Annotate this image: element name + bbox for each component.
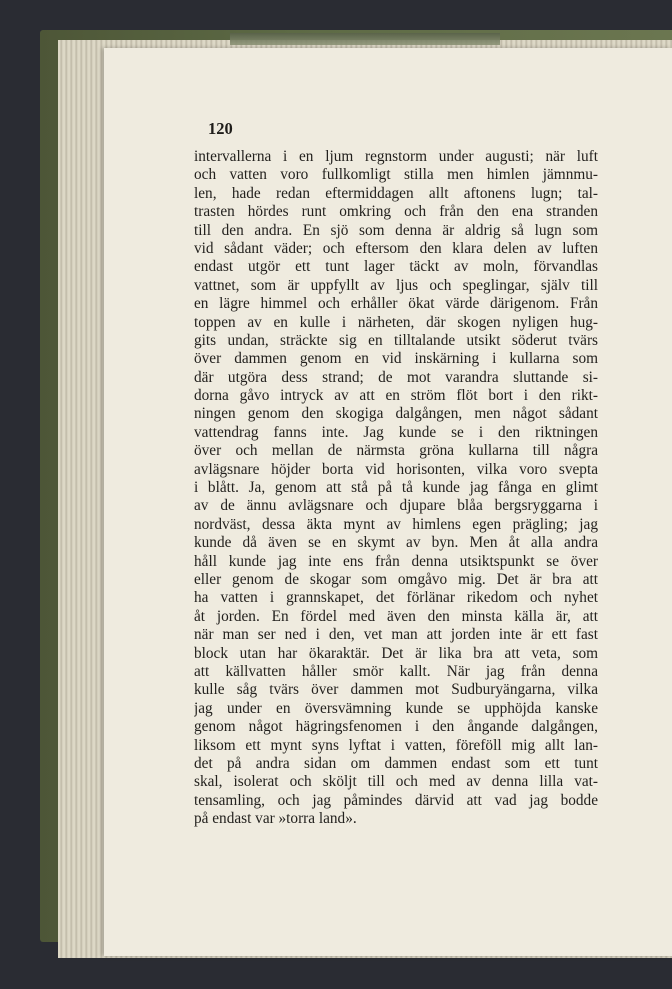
text-line: toppen av en kulle i närheten, där skogen nyligen hug- bbox=[194, 313, 598, 331]
text-line: vid sådant väder; och eftersom den klara delen av luften bbox=[194, 239, 598, 257]
text-line: där utgöra dess strand; de mot varandra sluttande si- bbox=[194, 368, 598, 386]
text-line: av de ännu avlägsnare och djupare blåa bergsryggarna i bbox=[194, 497, 598, 515]
text-line: i blått. Ja, genom att stå på tå kunde jag fånga en glimt bbox=[194, 479, 598, 497]
text-line: intervallerna i en ljum regnstorm under augusti; när luft bbox=[194, 148, 598, 165]
text-line: en lägre himmel och erhåller ökat värde därigenom. Från bbox=[194, 295, 598, 313]
text-line: över dammen genom en vid inskärning i kullarna som bbox=[194, 350, 598, 368]
text-line: över och mellan de närmsta gröna kullarna till några bbox=[194, 442, 598, 460]
text-line: till den andra. En sjö som denna är aldrig så lugn som bbox=[194, 221, 598, 239]
text-line: när man ser ned i den, vet man att jorden inte är ett fast bbox=[194, 626, 598, 644]
text-line: trasten hördes runt omkring och från den ena stranden bbox=[194, 203, 598, 221]
text-line: kunde då även se en skymt av byn. Men åt alla andra bbox=[194, 534, 598, 552]
text-line: och vatten voro fullkomligt stilla men himlen jämnmu- bbox=[194, 166, 598, 184]
text-line: eller genom de skogar som omgåvo mig. Det är bra att bbox=[194, 570, 598, 588]
text-line: skal, isolerat och sköljt till och med av denna lilla vat- bbox=[194, 773, 598, 791]
text-line: dorna gåvo intryck av att en ström flöt bort i den rikt- bbox=[194, 387, 598, 405]
text-line: jag under en översvämning kunde se upphöjda kanske bbox=[194, 699, 598, 717]
text-line: tensamling, och jag påmindes därvid att vad jag bodde bbox=[194, 791, 598, 809]
text-line: gits undan, sträckte sig en tilltalande utsikt söderut tvärs bbox=[194, 331, 598, 349]
text-line: det på andra sidan om dammen endast som ett tunt bbox=[194, 754, 598, 772]
text-line: åt jorden. En fördel med även den minsta källa är, att bbox=[194, 607, 598, 625]
text-line: len, hade redan eftermiddagen allt aftonens lugn; tal- bbox=[194, 184, 598, 202]
text-line: genom något hägringsfenomen i den ångande dalgången, bbox=[194, 718, 598, 736]
book-spine-band bbox=[230, 33, 500, 45]
text-line: endast utgör ett tunt lager täckt av moln, förvandlas bbox=[194, 258, 598, 276]
text-line: avlägsnare höjder borta vid horisonten, vilka voro svepta bbox=[194, 460, 598, 478]
text-line: på endast var »torra land». bbox=[194, 810, 357, 828]
text-line: liksom ett mynt syns lyftat i vatten, föreföll mig allt lan- bbox=[194, 736, 598, 754]
text-line: ningen genom den skogiga dalgången, men något sådant bbox=[194, 405, 598, 423]
text-line: håll kunde jag inte ens från denna utsiktspunkt se över bbox=[194, 552, 598, 570]
text-line: vattendrag fanns inte. Jag kunde se i den riktningen bbox=[194, 423, 598, 441]
page-body-text bbox=[194, 148, 598, 828]
text-line: vattnet, som är uppfyllt av ljus och speglingar, själv till bbox=[194, 276, 598, 294]
text-line: kulle såg tvärs över dammen mot Sudburyängarna, vilka bbox=[194, 681, 598, 699]
text-line: block utan har ökaraktär. Det är lika bra att veta, som bbox=[194, 644, 598, 662]
page-number: 120 bbox=[208, 119, 233, 138]
text-line: ha vatten i grannskapet, det förlänar rikedom och nyhet bbox=[194, 589, 598, 607]
text-line: att källvatten håller smör kallt. När jag från denna bbox=[194, 662, 598, 680]
text-line: nordväst, dessa äkta mynt av himlens egen prägling; jag bbox=[194, 515, 598, 533]
